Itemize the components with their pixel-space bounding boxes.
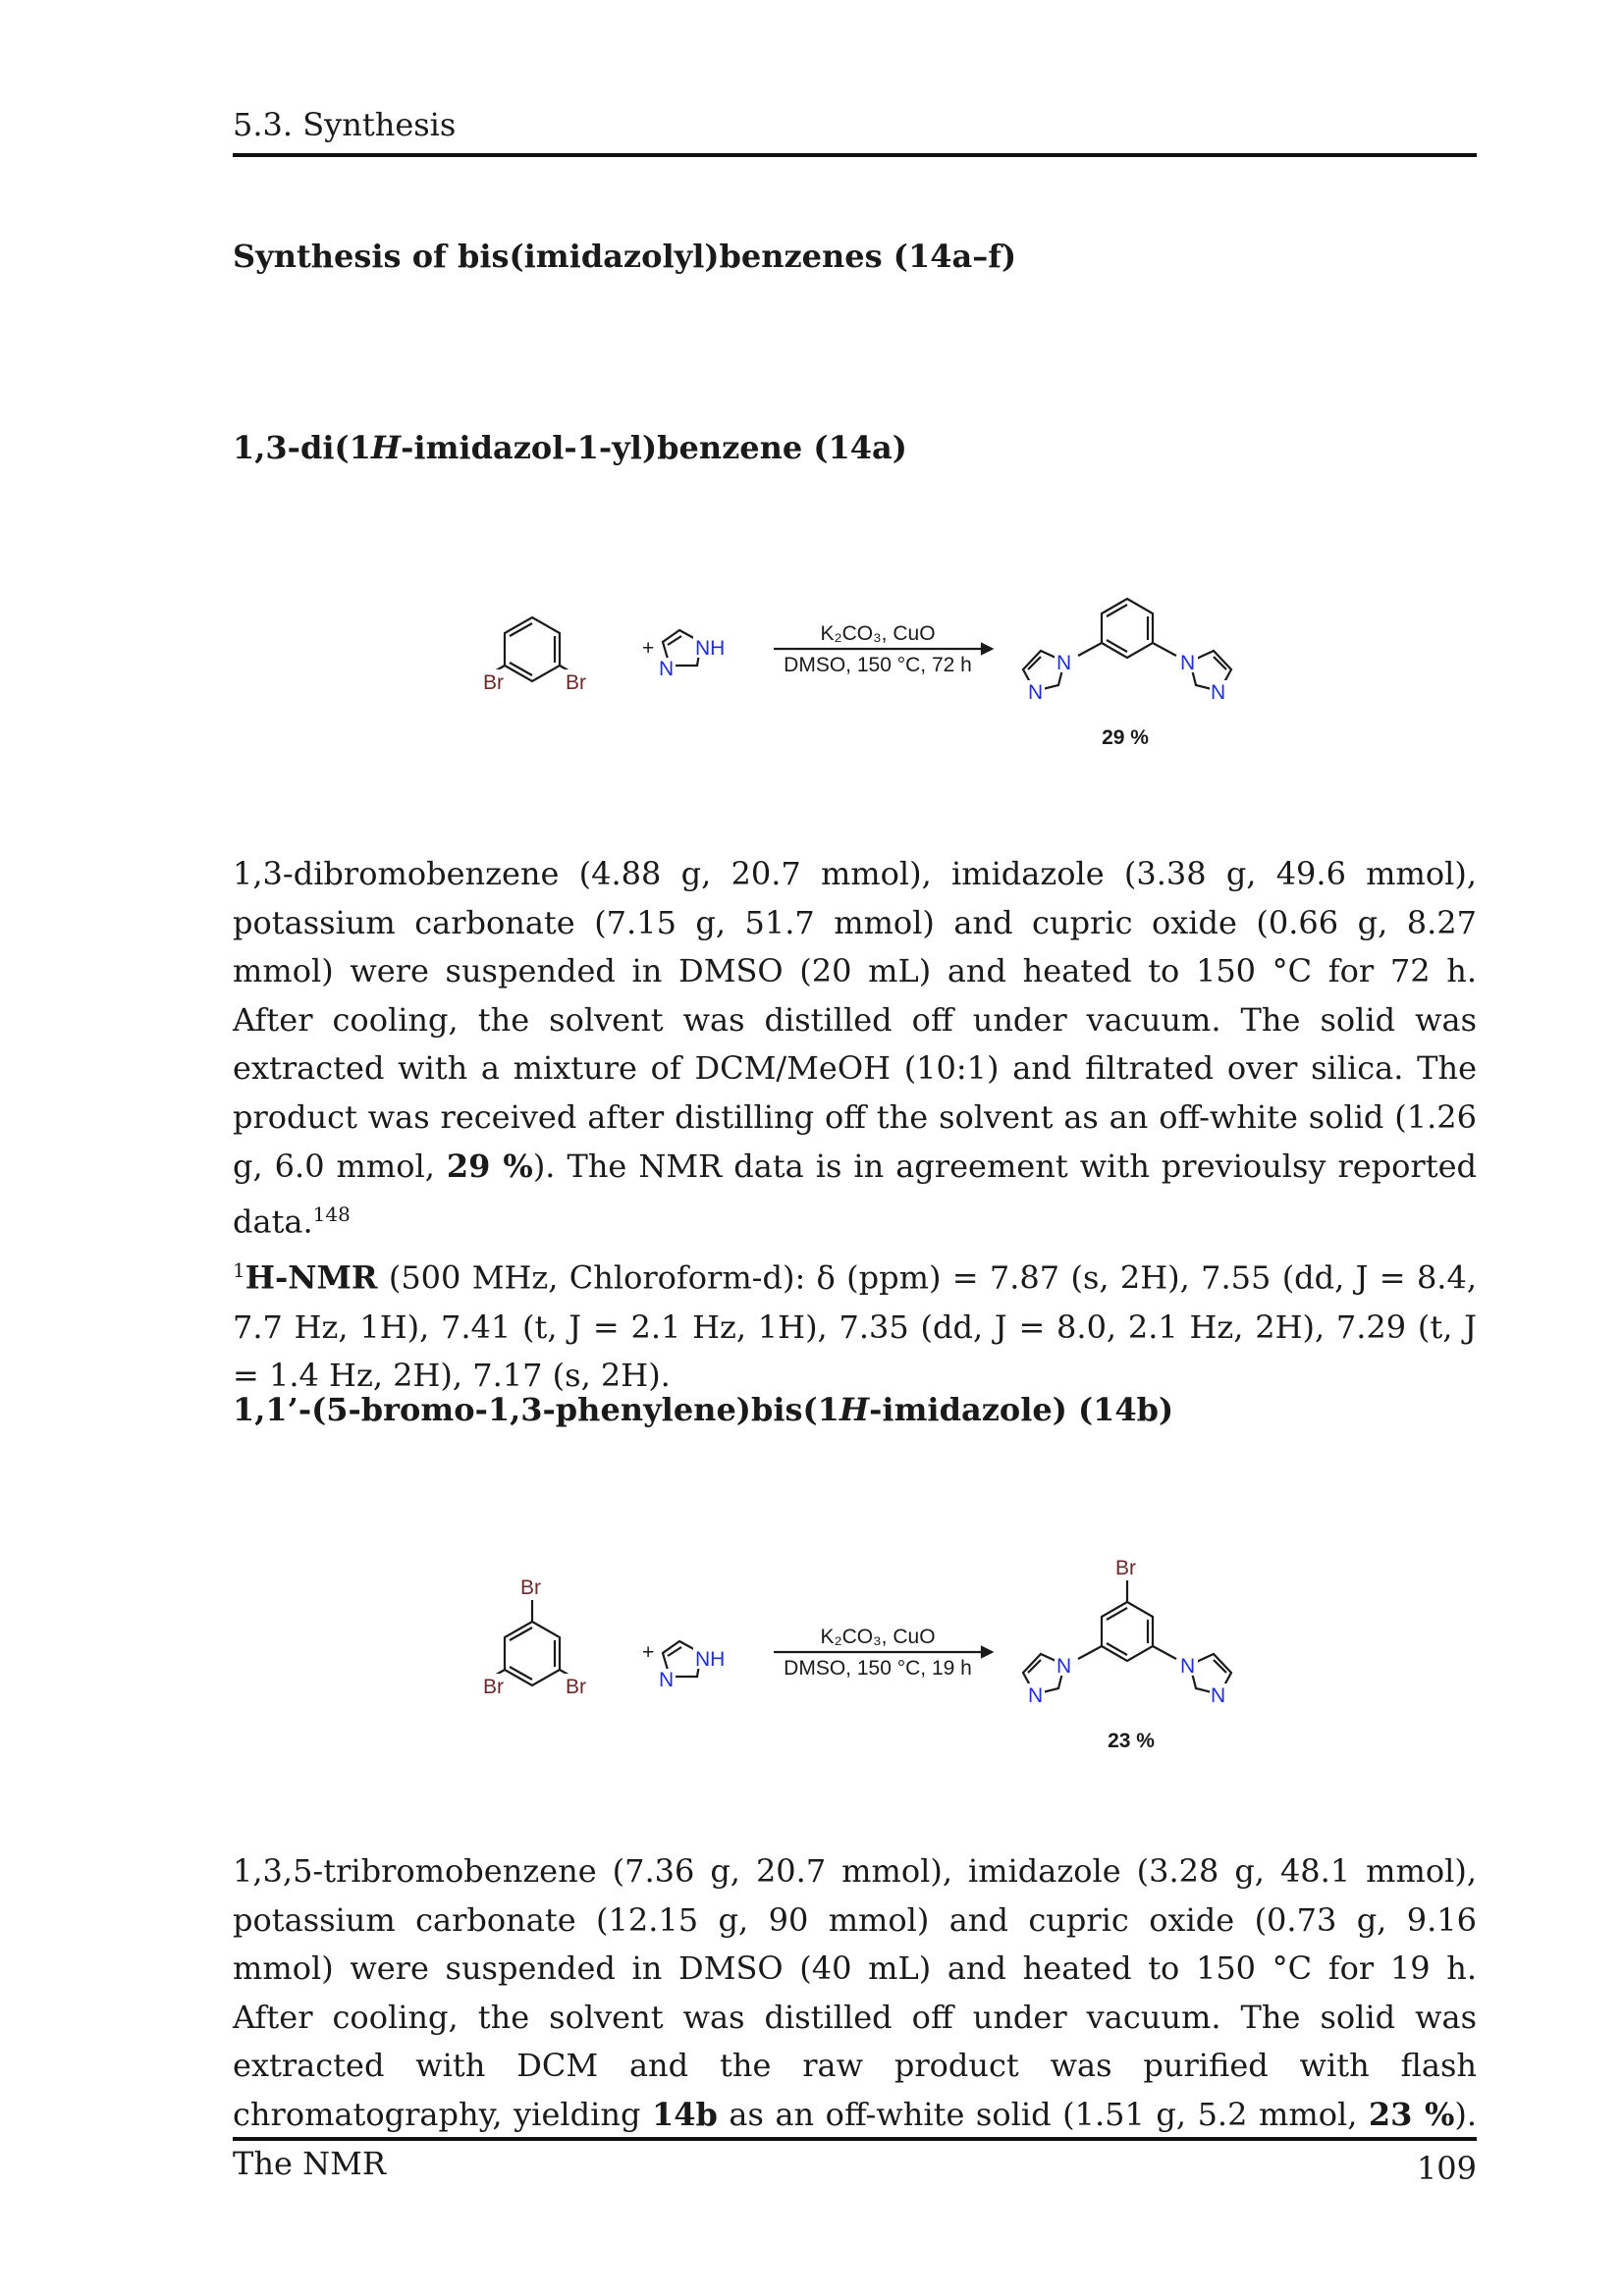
atom-br: Br (520, 1576, 541, 1599)
footer-rule (233, 2137, 1477, 2141)
yield-label: 23 % (1108, 1730, 1155, 1752)
atom-nh: NH (695, 1648, 726, 1671)
reaction-scheme-14b (461, 1551, 1247, 1767)
page-number: 109 (1416, 2150, 1477, 2187)
plus-sign: + (642, 637, 655, 660)
running-head: 5.3. Synthesis (233, 106, 457, 143)
atom-nh: NH (695, 637, 726, 660)
atom-n: N (1180, 652, 1196, 674)
compound-b-title: 1,1’-(5-bromo-1,3-phenylene)bis(1H-imidazole) (14b) (233, 1391, 1174, 1428)
atom-n: N (1180, 1655, 1196, 1678)
atom-br: Br (483, 1676, 504, 1698)
procedure-14b: 1,3,5-tribromobenzene (7.36 g, 20.7 mmol), imidazole (3.28 g, 48.1 mmol), potassium carbonate (12.15 g, 90 mmol) and cupric oxide (0.73 g, 9.16 mmol) were suspended in DMSO (40 mL) and heated to 150 °C for 19 h. After cooling, the solvent was distilled off under vacuum. The solid was extracted with DCM and the raw product was purified with flash chromatography, yielding 14b as an off-white solid (1.51 g, 5.2 mmol, 23 %). The NMR (233, 1852, 1478, 2182)
conditions-label: DMSO, 150 °C, 72 h (784, 654, 972, 676)
atom-br: Br (566, 1676, 586, 1698)
yield-label: 29 % (1102, 726, 1149, 749)
atom-n: N (659, 1669, 675, 1691)
atom-n: N (1028, 1684, 1044, 1707)
header-rule (233, 153, 1477, 157)
procedure-14a: 1,3-dibromobenzene (4.88 g, 20.7 mmol), imidazole (3.38 g, 49.6 mmol), potassium carbonate (7.15 g, 51.7 mmol) and cupric oxide (0.66 g, 8.27 mmol) were suspended in DMSO (20 mL) and heated to 150 °C for 72 h. After cooling, the solvent was distilled off under vacuum. The solid was extracted with a mixture of DCM/MeOH (10:1) and filtrated over silica. The product was received after distilling off the solvent as an off-white solid (1.26 g, 6.0 mmol, 29 %). The NMR data is in agreement with previoulsy reported data.$^{148}$ $^1$H-NMR (500 MHz, Chloroform-d): δ (ppm) = 7.87 (s, 2H), 7.55 (dd, J = 8.4, 7.7 Hz, 1H), 7.41 (t, J = 2.1 Hz, 1H), 7.35 (dd, J = 8.0, 2.1 Hz, 2H), 7.29 (t, J = 1.4 Hz, 2H), 7.17 (s, 2H). (233, 855, 1477, 1395)
atom-n: N (1211, 1684, 1226, 1707)
benzene-ring (505, 1622, 560, 1685)
compound-a-title: 1,3-di(1H-imidazol-1-yl)benzene (14a) (233, 429, 907, 466)
atom-n: N (1028, 681, 1044, 704)
atom-n: N (1056, 1655, 1072, 1678)
reagents-label: K₂CO₃, CuO (820, 622, 936, 645)
atom-br: Br (1115, 1557, 1136, 1579)
reaction-scheme-14a (461, 579, 1247, 766)
conditions-label: DMSO, 150 °C, 19 h (784, 1657, 972, 1680)
atom-n: N (1056, 652, 1072, 674)
benzene-ring (1102, 1602, 1153, 1661)
reagents-label: K₂CO₃, CuO (820, 1626, 936, 1648)
atom-br: Br (483, 671, 504, 694)
atom-br: Br (566, 671, 586, 694)
section-title: Synthesis of bis(imidazolyl)benzenes (14a–f) (233, 238, 1017, 275)
atom-n: N (659, 658, 675, 680)
plus-sign: + (642, 1641, 655, 1664)
benzene-ring (1102, 599, 1153, 658)
benzene-ring (505, 617, 560, 681)
atom-n: N (1211, 681, 1226, 704)
